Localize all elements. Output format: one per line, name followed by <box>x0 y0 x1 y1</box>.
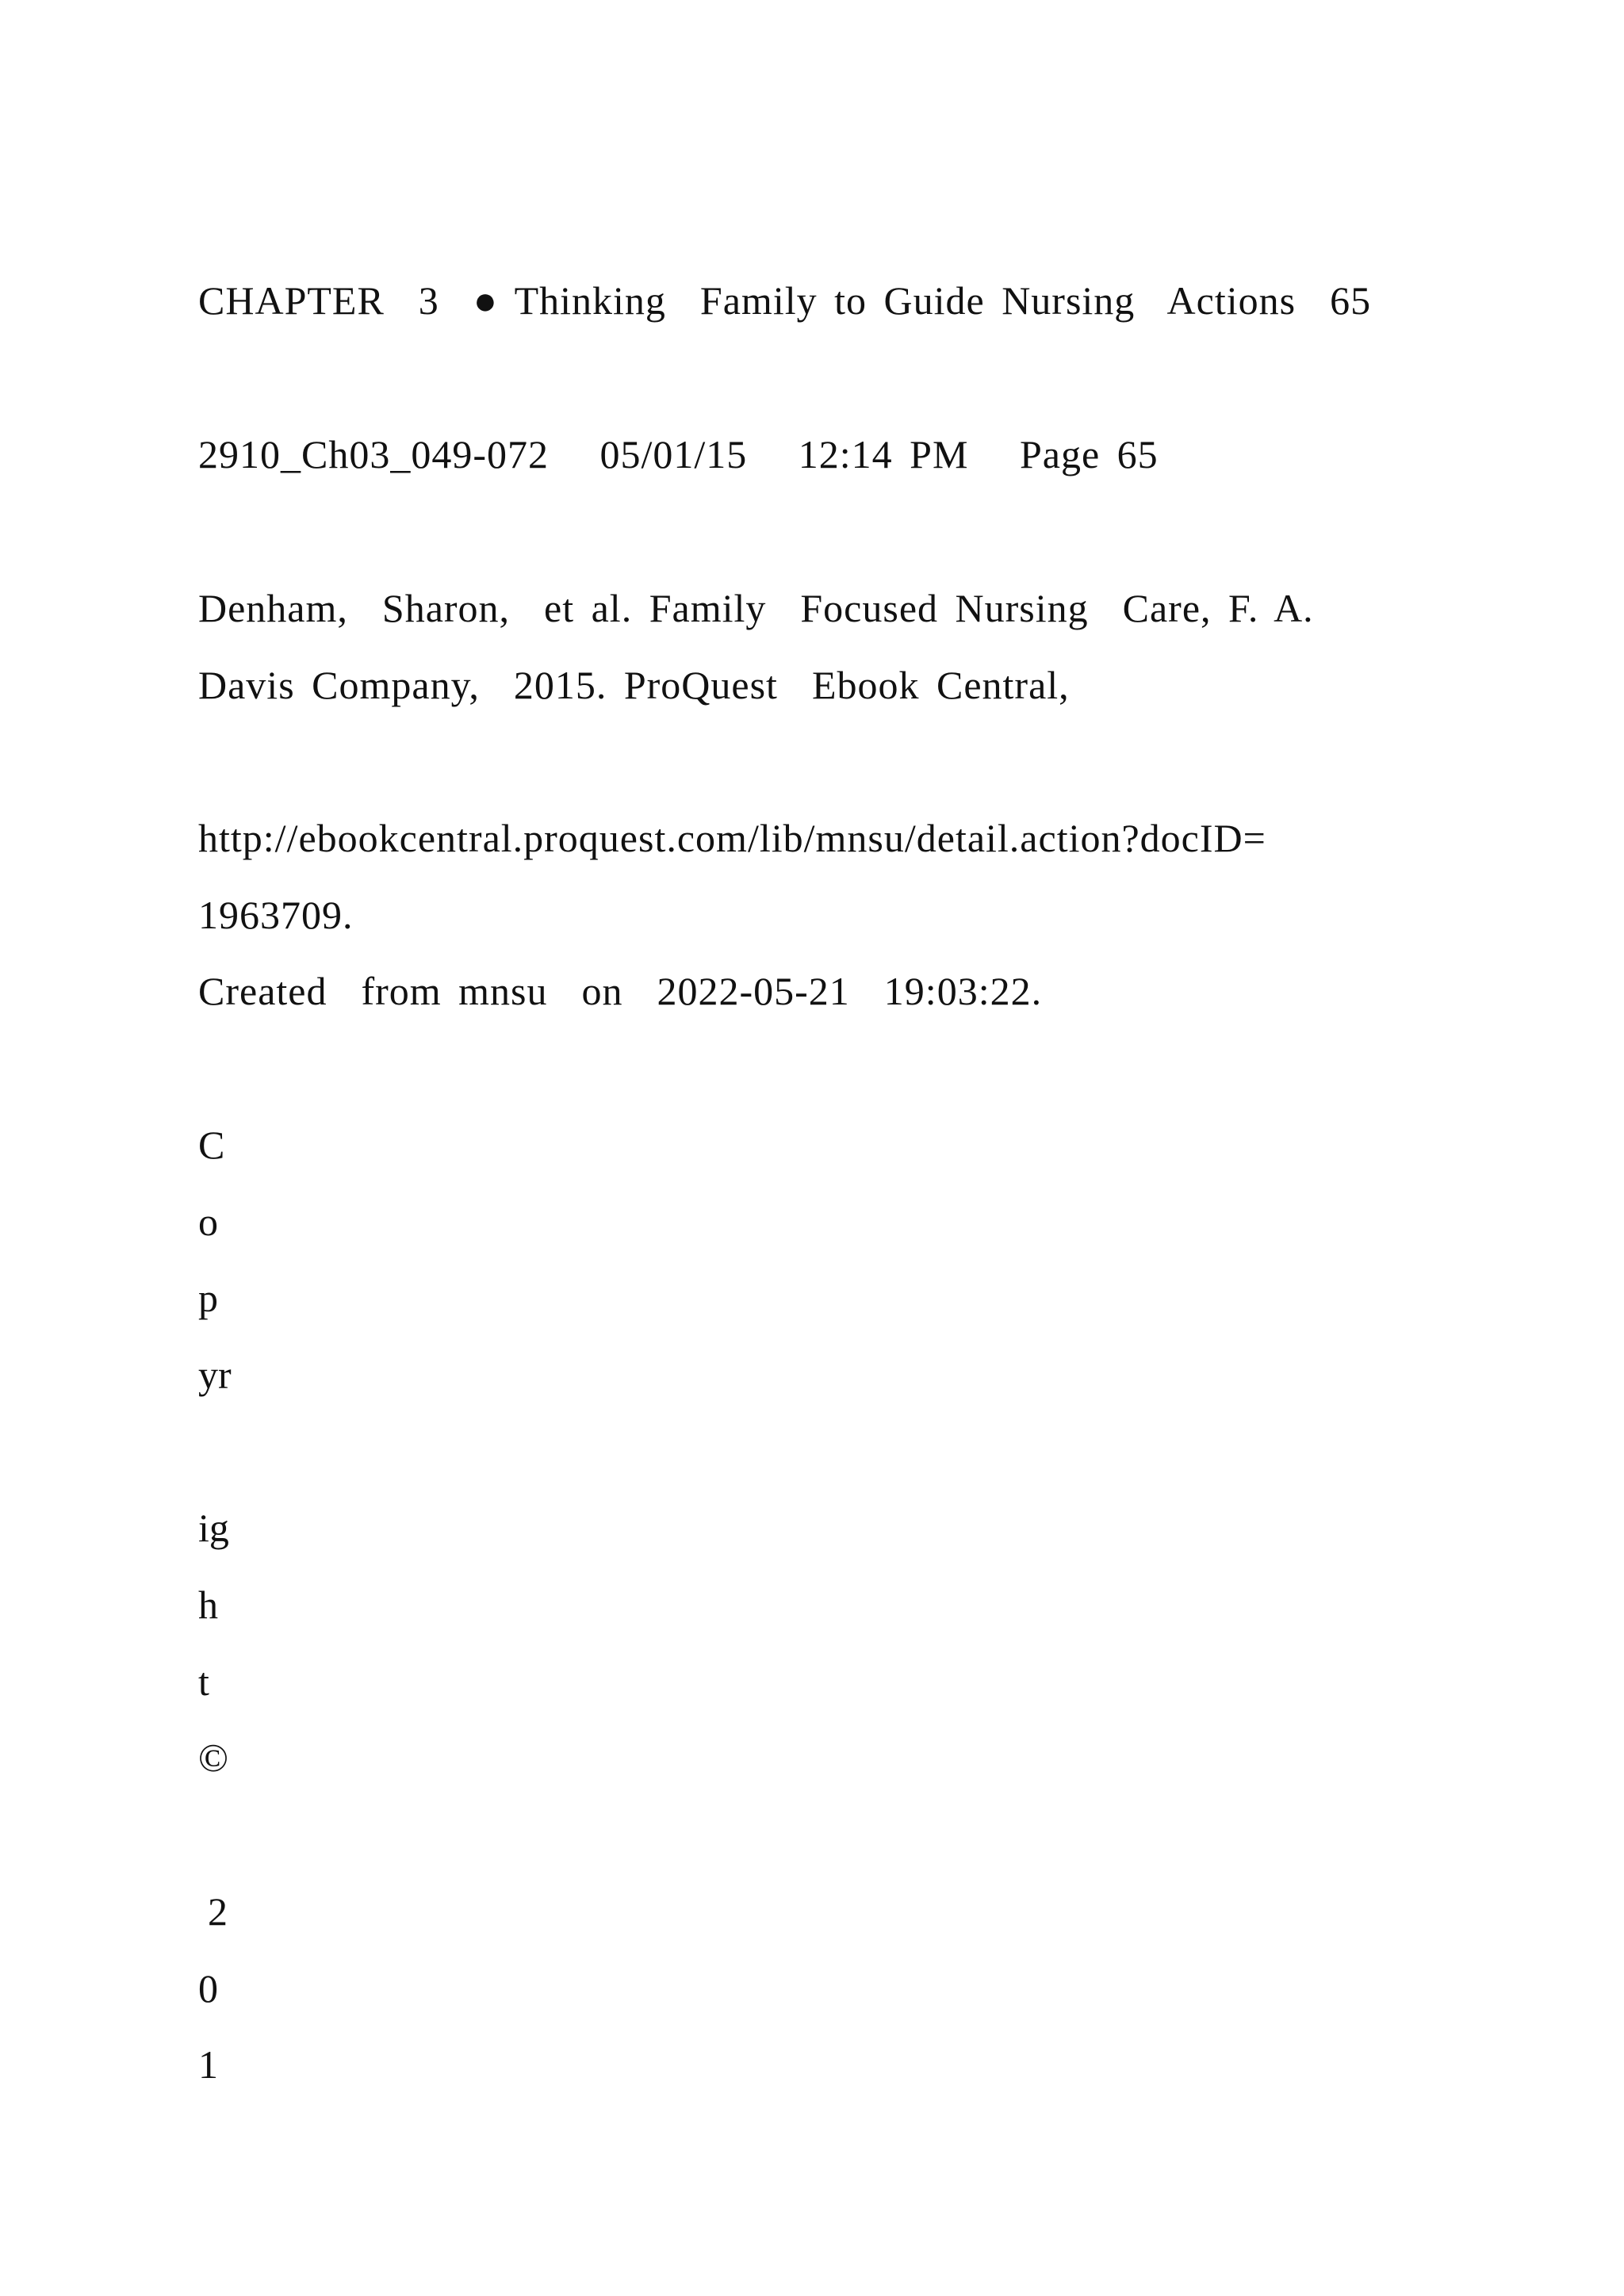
vertical-text-fragment: t <box>198 1659 209 1704</box>
vertical-text-fragment: h <box>198 1582 218 1627</box>
vertical-text-fragment: ig <box>198 1506 229 1550</box>
citation-line-1: Denham, Sharon, et al. Family Focused Nursing Care, F. A. <box>198 586 1314 630</box>
created-timestamp: Created from mnsu on 2022-05-21 19:03:22. <box>198 969 1043 1013</box>
vertical-text-fragment: 1 <box>198 2042 218 2087</box>
vertical-text-fragment: yr <box>198 1353 232 1397</box>
vertical-text-fragment: 0 <box>198 1966 218 2011</box>
vertical-text-fragment: 2 <box>208 1889 228 1934</box>
citation-url-line-2: 1963709. <box>198 893 354 937</box>
running-head: CHAPTER 3 ● Thinking Family to Guide Nursing Actions 65 <box>198 278 1372 323</box>
citation-url-line-1: http://ebookcentral.proquest.com/lib/mnsu/detail.action?docID= <box>198 816 1266 860</box>
file-info-line: 2910_Ch03_049-072 05/01/15 12:14 PM Page 65 <box>198 432 1159 476</box>
vertical-text-fragment: o <box>198 1200 218 1244</box>
vertical-text-fragment: © <box>198 1735 228 1780</box>
vertical-text-fragment: C <box>198 1123 225 1167</box>
vertical-text-fragment: p <box>198 1276 218 1320</box>
citation-line-2: Davis Company, 2015. ProQuest Ebook Central, <box>198 663 1070 707</box>
